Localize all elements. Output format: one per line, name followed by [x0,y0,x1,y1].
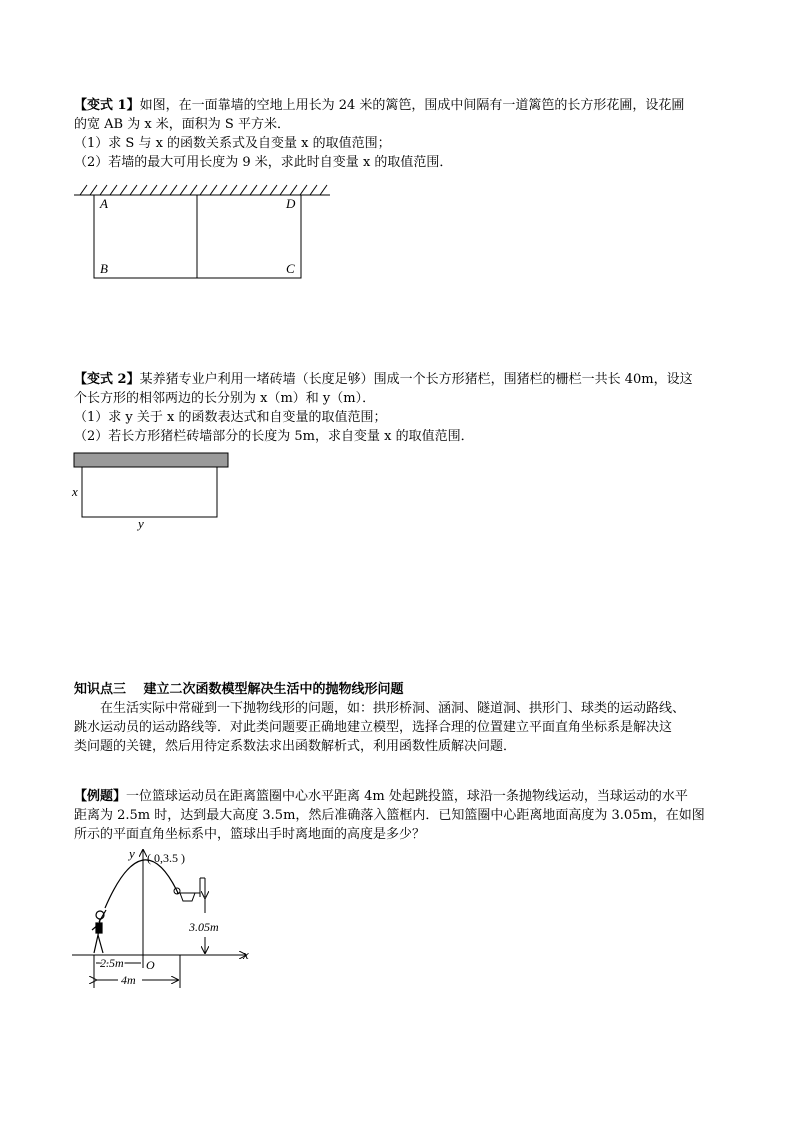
hatch-mark [170,185,177,195]
example-tag: 【例题】 [74,789,127,804]
knowledge-section [74,680,724,756]
hatch-mark [230,185,237,195]
vertex-label: ( 0,3.5 ) [147,851,185,865]
example-line2: 距离为 2.5m 时，达到最大高度 3.5m，然后准确落入篮框内．已知篮圈中心距离地面高度为 3.05m，在如图 [74,808,705,823]
variant1-question2: （2）若墙的最大可用长度为 9 米，求此时自变量 x 的取值范围． [74,155,453,170]
hatch-mark [150,185,157,195]
variant1-tag: 【变式 1】 [74,98,140,113]
hatch-mark [100,185,107,195]
example-line3: 所示的平面直角坐标系中，篮球出手时离地面的高度是多少？ [74,827,426,842]
variant2-tag: 【变式 2】 [74,372,140,387]
hatch-mark [290,185,297,195]
label-x: x [72,484,78,499]
hatch-mark [240,185,247,195]
hatch-mark [320,185,327,195]
ball-trajectory [105,860,178,908]
variant1-text [74,96,724,172]
label-y: y [138,516,144,531]
variant2-question2: （2）若长方形猪栏砖墙部分的长度为 5m，求自变量 x 的取值范围． [74,429,474,444]
hatch-mark [270,185,277,195]
hatch-mark [300,185,307,195]
hatch-mark [280,185,287,195]
hatch-mark [120,185,127,195]
hatch-mark [110,185,117,195]
variant1-line1: 【变式 1】如图，在一面靠墙的空地上用长为 24 米的篱笆，围成中间隔有一道篱笆的长方形花圃，设花圃 [74,98,685,113]
variant1-question1: （1）求 S 与 x 的函数关系式及自变量 x 的取值范围； [74,136,391,151]
knowledge-line3: 类问题的关键，然后用待定系数法求出函数解析式，利用函数性质解决问题． [74,739,517,754]
variant2-line2: 个长方形的相邻两边的长分别为 x（m）和 y（m）． [74,391,376,406]
hatch-mark [160,185,167,195]
hatch-mark [220,185,227,195]
label-B: B [100,261,108,276]
basketball-hoop [174,878,205,901]
knowledge-heading: 知识点三 建立二次函数模型解决生活中的抛物线形问题 [74,682,404,697]
hatch-mark [260,185,267,195]
hatch-mark [190,185,197,195]
knowledge-line2: 跳水运动员的运动路线等．对此类问题要正确地建立模型，选择合理的位置建立平面直角坐标系是解决这 [74,720,673,735]
example-line1: 【例题】一位篮球运动员在距离篮圈中心水平距离 4m 处起跳投篮，球沿一条抛物线运动，当球运动的水平 [74,789,688,804]
dist-2p5-label: 2.5m [100,956,124,970]
x-axis-label: x [243,947,249,962]
label-A: A [100,196,108,211]
brick-wall [74,453,228,467]
example-text [74,787,724,844]
hatch-mark [200,185,207,195]
player-figure [92,910,106,953]
y-axis-label: y [129,846,135,861]
pen-fence [82,467,217,517]
origin-label: O [146,958,155,972]
label-C: C [286,261,295,276]
hatch-mark [80,185,87,195]
variant2-text [74,370,724,446]
hatch-mark [180,185,187,195]
label-D: D [286,196,296,211]
variant2-line1: 【变式 2】某养猪专业户利用一堵砖墙（长度足够）围成一个长方形猪栏，围猪栏的栅栏一共长 40m，设这 [74,372,693,387]
hatch-mark [310,185,317,195]
hatch-mark [130,185,137,195]
height-label: 3.05m [189,920,219,934]
knowledge-line1: 在生活实际中常碰到一下抛物线形的问题，如：拱形桥洞、涵洞、隧道洞、拱形门、球类的运动路线、 [100,701,686,716]
variant2-question1: （1）求 y 关于 x 的函数表达式和自变量的取值范围； [74,410,387,425]
hatch-mark [210,185,217,195]
hatch-mark [90,185,97,195]
dist-4-label: 4m [121,973,136,987]
hatch-mark [250,185,257,195]
variant1-line2: 的宽 AB 为 x 米，面积为 S 平方米． [74,117,290,132]
garden-rect [94,195,301,278]
hatch-mark [140,185,147,195]
